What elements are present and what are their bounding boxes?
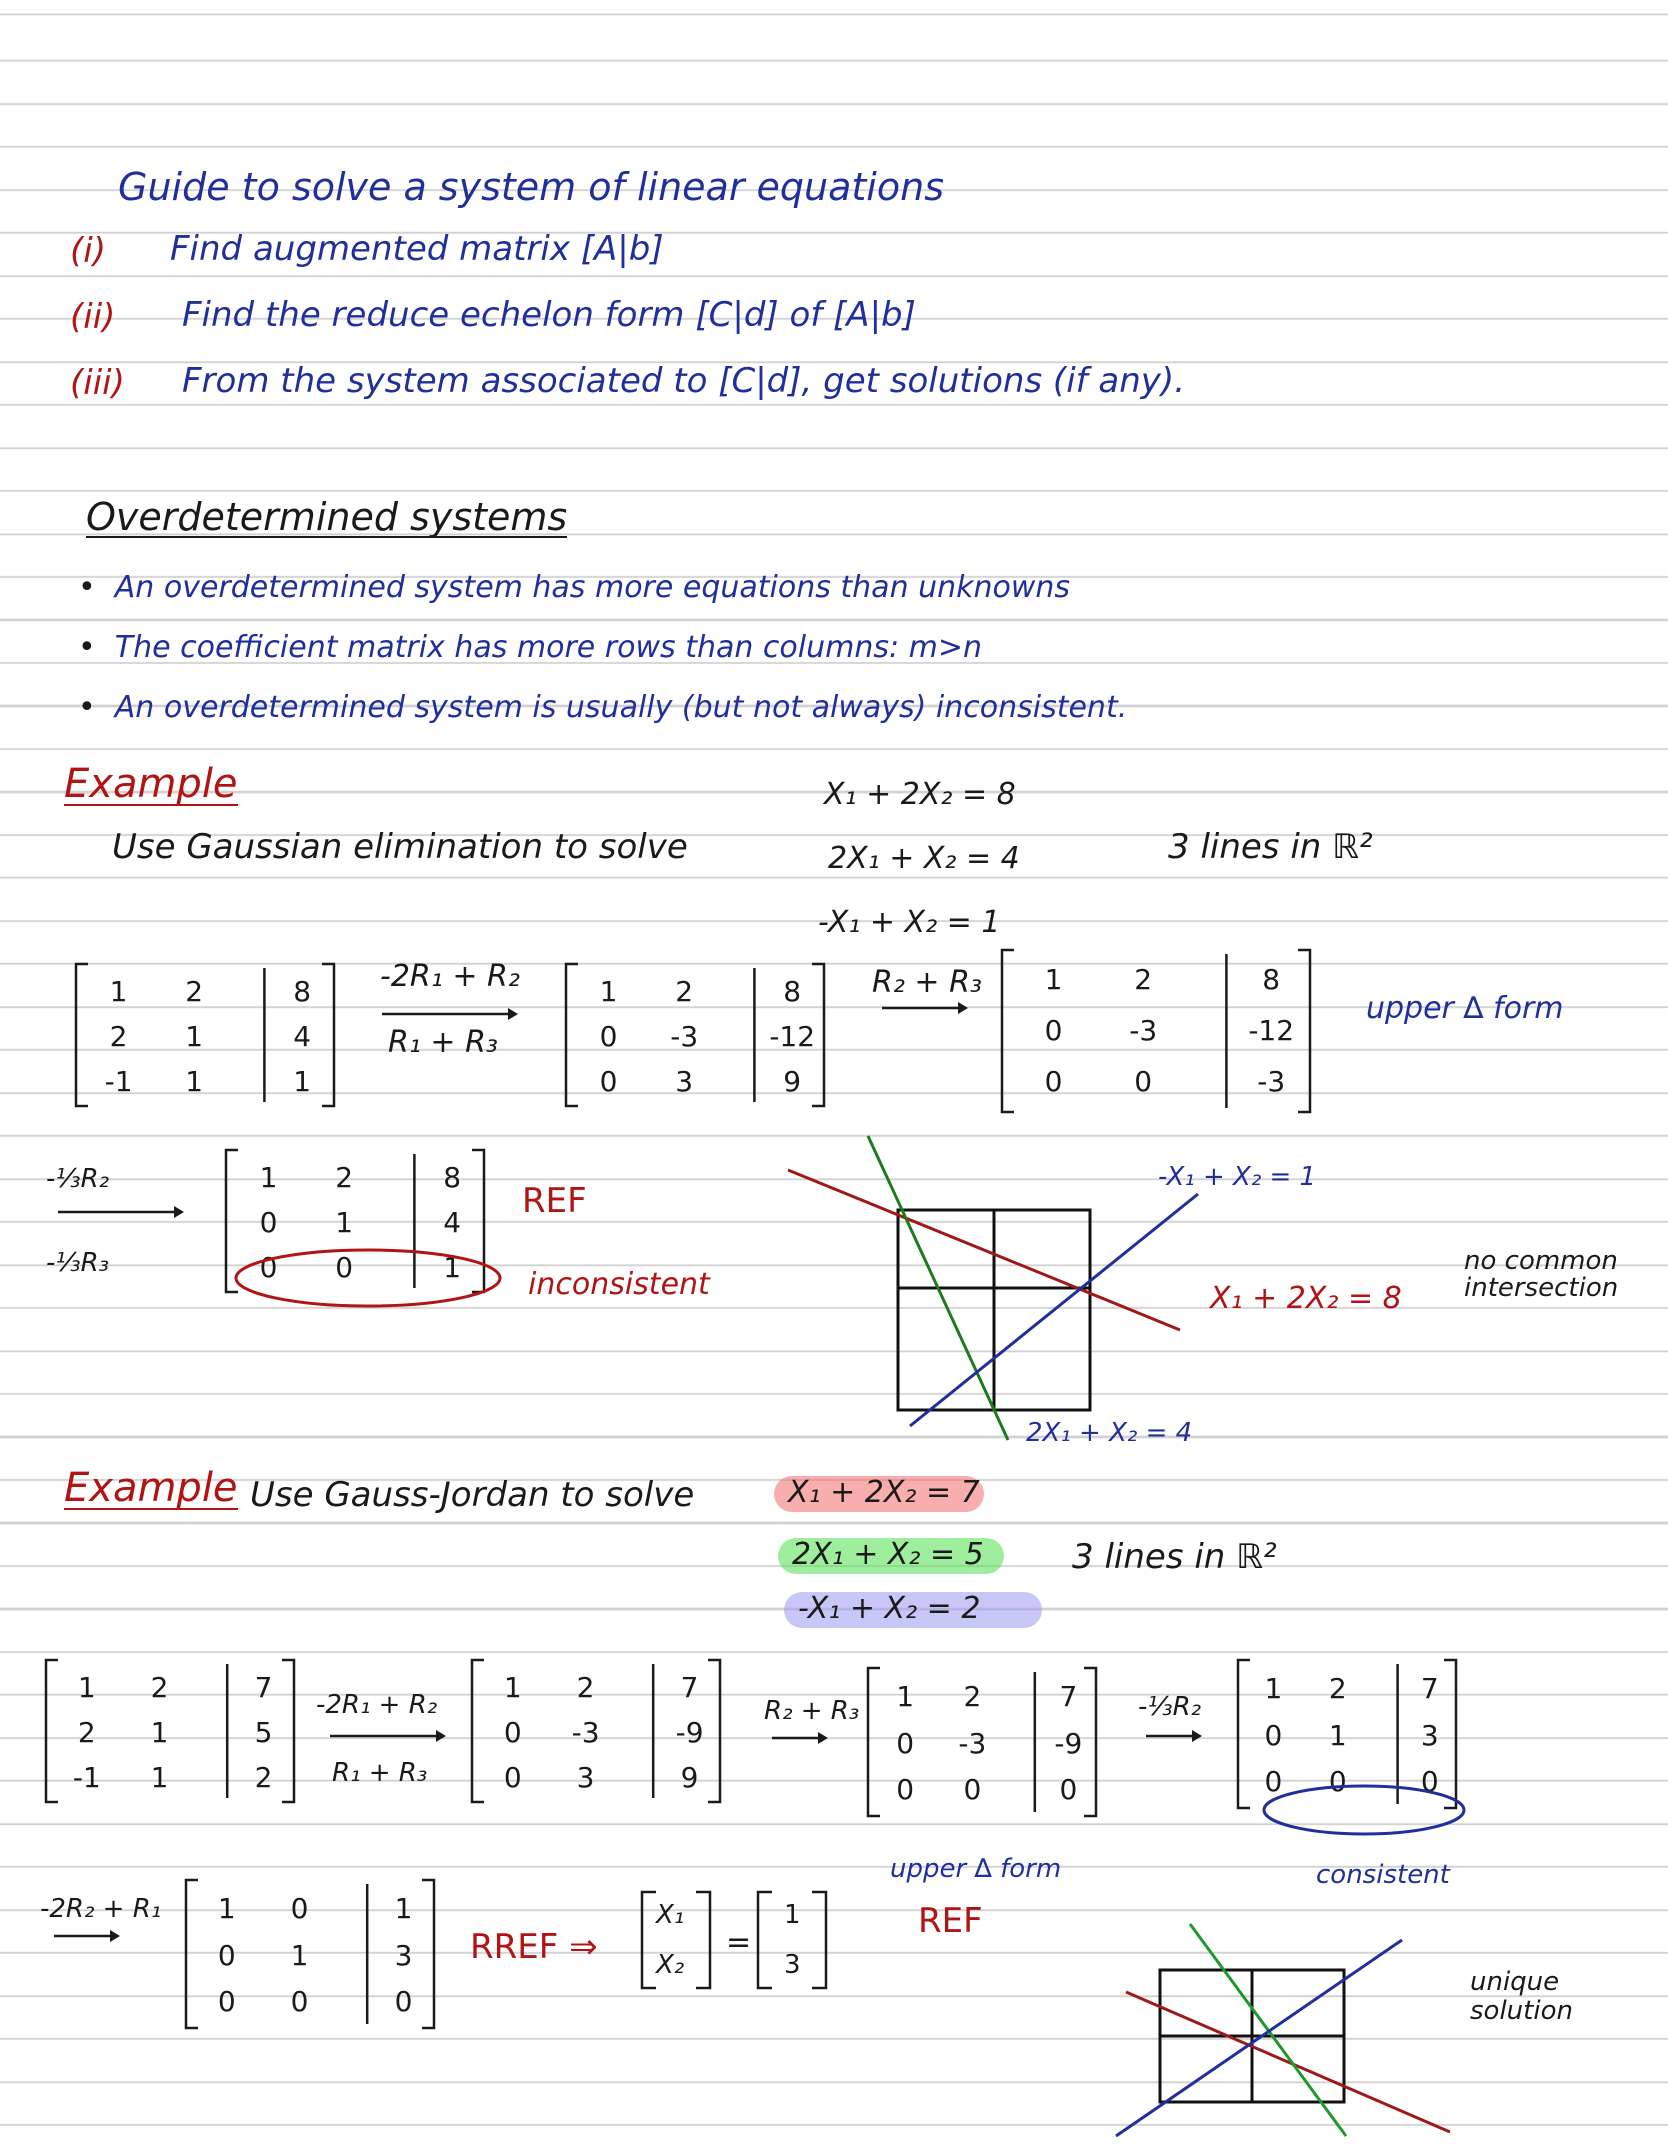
matrix-cell: 0 (1420, 1765, 1439, 1799)
matrix-cell: -12 (769, 1020, 816, 1053)
matrix-cell: 9 (680, 1761, 699, 1794)
example-2-matrix-rref (180, 1876, 440, 2032)
example-1-upper-form: upper ∆ form (1366, 991, 1564, 1026)
example-2-lines-note: 3 lines in ℝ² (1072, 1537, 1277, 1577)
matrix-cell: 7 (1059, 1679, 1078, 1713)
example-1-label: Example (64, 761, 238, 807)
bullet-1: • An overdetermined system has more equations than unknowns (78, 570, 1071, 605)
matrix-cell: 0 (394, 1985, 413, 2019)
matrix-cell: 0 (217, 1938, 236, 1972)
example-2-matrix-step-2 (466, 1656, 726, 1806)
matrix-cell: 0 (1059, 1773, 1078, 1807)
bullet-2-text: The coefficient matrix has more rows than columns: m>n (114, 630, 982, 665)
matrix-cell: 1 (443, 1251, 462, 1284)
step-2-text: Find the reduce echelon form [C|d] of [A|b] (182, 295, 916, 335)
matrix-cell: 0 (503, 1761, 522, 1794)
matrix-cell: 1 (150, 1761, 169, 1794)
step-1-number: (i) (70, 231, 106, 271)
example-2-consistent: consistent (1316, 1860, 1450, 1890)
matrix-cell: -9 (675, 1716, 704, 1749)
right-arrow-icon (56, 1202, 186, 1222)
matrix-cell: 0 (335, 1251, 354, 1284)
bullet-3-text: An overdetermined system is usually (but not always) inconsistent. (114, 690, 1128, 725)
matrix-cell: 0 (896, 1726, 915, 1760)
matrix-cell: 0 (290, 1985, 309, 2019)
unique-solution-note: unique solution (1470, 1967, 1573, 2026)
solution-value-2: 3 (784, 1950, 801, 1980)
matrix-cell: 2 (109, 1020, 128, 1053)
example-1-op-3a: -⅓R₂ (46, 1164, 110, 1194)
matrix-cell: -3 (1129, 1014, 1158, 1048)
solution-value-1: 1 (784, 1900, 801, 1930)
matrix-cell: -1 (72, 1761, 101, 1794)
matrix-cell: 7 (1420, 1671, 1439, 1705)
matrix-cell: 1 (217, 1891, 236, 1925)
no-common-intersection-note: no common intersection (1464, 1246, 1619, 1304)
example-1-graph (780, 1130, 1200, 1450)
step-3-text: From the system associated to [C|d], get solutions (if any). (182, 361, 1185, 401)
matrix-cell: 2 (675, 975, 694, 1008)
example-1-instruction: Use Gaussian elimination to solve (112, 827, 688, 867)
matrix-cell: -9 (1054, 1726, 1083, 1760)
matrix-cell: -3 (571, 1716, 600, 1749)
example-1-op-1a: -2R₁ + R₂ (380, 959, 520, 994)
matrix-cell: 1 (1044, 963, 1063, 997)
example-2-ref-label: REF (918, 1901, 983, 1941)
matrix-cell: 1 (290, 1938, 309, 1972)
example-1-matrix-step-3 (996, 946, 1316, 1116)
step-2-number: (ii) (70, 297, 116, 337)
matrix-cell: 0 (896, 1773, 915, 1807)
matrix-cell: 8 (443, 1161, 462, 1194)
graph-1-label-line-2: X₁ + 2X₂ = 8 (1210, 1281, 1402, 1316)
matrix-cell: 0 (1044, 1065, 1063, 1099)
example-1-op-3b: -⅓R₃ (46, 1248, 110, 1278)
matrix-cell: -3 (958, 1726, 987, 1760)
example-1-matrix-augmented (70, 960, 340, 1110)
example-2-op-2: R₂ + R₃ (764, 1696, 860, 1726)
example-1-ref-label: REF (522, 1181, 587, 1221)
solution-x1: X₁ (656, 1900, 685, 1930)
example-2-eq-3: -X₁ + X₂ = 2 (798, 1591, 981, 1626)
bullet-2: • The coefficient matrix has more rows than columns: m>n (78, 630, 982, 665)
right-arrow-icon (770, 1728, 830, 1748)
matrix-cell: 0 (599, 1065, 618, 1098)
matrix-cell: 2 (576, 1671, 595, 1704)
right-arrow-icon (380, 1004, 520, 1024)
matrix-cell: 0 (963, 1773, 982, 1807)
solution-equals: = (726, 1925, 752, 1960)
guide-title: Guide to solve a system of linear equations (118, 165, 944, 209)
example-2-matrix-augmented (40, 1656, 300, 1806)
matrix-cell: 5 (254, 1716, 273, 1749)
matrix-cell: 7 (254, 1671, 273, 1704)
section-heading: Overdetermined systems (86, 495, 568, 539)
step-3-number: (iii) (70, 363, 125, 403)
matrix-cell: 0 (1264, 1718, 1283, 1752)
matrix-cell: 2 (77, 1716, 96, 1749)
matrix-cell: 2 (185, 975, 204, 1008)
matrix-cell: 1 (293, 1065, 312, 1098)
matrix-cell: 2 (150, 1671, 169, 1704)
matrix-cell: 1 (77, 1671, 96, 1704)
matrix-cell: 0 (1044, 1014, 1063, 1048)
matrix-cell: 1 (599, 975, 618, 1008)
example-2-matrix-step-3 (862, 1664, 1102, 1820)
example-2-label: Example (64, 1465, 238, 1511)
example-1-lines-note: 3 lines in ℝ² (1168, 827, 1373, 867)
inconsistent-row-circle (228, 1240, 518, 1320)
matrix-cell: -1 (104, 1065, 133, 1098)
matrix-cell: 1 (394, 1891, 413, 1925)
matrix-cell: 1 (185, 1065, 204, 1098)
matrix-cell: 0 (599, 1020, 618, 1053)
matrix-cell: 1 (1264, 1671, 1283, 1705)
solution-x2: X₂ (656, 1950, 685, 1980)
matrix-cell: 1 (150, 1716, 169, 1749)
matrix-cell: 1 (185, 1020, 204, 1053)
right-arrow-icon (52, 1926, 122, 1946)
example-1-eq-1: X₁ + 2X₂ = 8 (824, 777, 1016, 812)
matrix-cell: 4 (293, 1020, 312, 1053)
matrix-cell: 0 (290, 1891, 309, 1925)
matrix-cell: 1 (896, 1679, 915, 1713)
matrix-cell: 2 (963, 1679, 982, 1713)
matrix-cell: 0 (1328, 1765, 1347, 1799)
example-1-op-1b: R₁ + R₃ (388, 1025, 498, 1060)
matrix-cell: 0 (217, 1985, 236, 2019)
example-2-op-3: -⅓R₂ (1138, 1692, 1202, 1722)
matrix-cell: 1 (335, 1206, 354, 1239)
bullet-1-text: An overdetermined system has more equations than unknowns (114, 570, 1071, 605)
example-2-upper-form: upper ∆ form (890, 1854, 1062, 1884)
matrix-cell: 0 (1134, 1065, 1153, 1099)
graph-1-label-line-1: -X₁ + X₂ = 1 (1158, 1162, 1317, 1192)
example-1-eq-3: -X₁ + X₂ = 1 (818, 905, 1001, 940)
step-1-text: Find augmented matrix [A|b] (170, 229, 664, 269)
matrix-cell: 1 (503, 1671, 522, 1704)
bullet-3: • An overdetermined system is usually (but not always) inconsistent. (78, 690, 1128, 725)
matrix-cell: 8 (1262, 963, 1281, 997)
matrix-cell: 8 (783, 975, 802, 1008)
matrix-cell: 1 (109, 975, 128, 1008)
matrix-cell: 4 (443, 1206, 462, 1239)
matrix-cell: -3 (670, 1020, 699, 1053)
example-1-eq-2: 2X₁ + X₂ = 4 (828, 841, 1020, 876)
example-2-rref-label: RREF ⇒ (470, 1927, 598, 1967)
right-arrow-icon (328, 1726, 448, 1746)
example-2-eq-1: X₁ + 2X₂ = 7 (788, 1475, 980, 1510)
right-arrow-icon (1144, 1726, 1204, 1746)
matrix-cell: 3 (576, 1761, 595, 1794)
matrix-cell: 7 (680, 1671, 699, 1704)
matrix-cell: 0 (1264, 1765, 1283, 1799)
example-1-matrix-step-2 (560, 960, 830, 1110)
matrix-cell: 0 (259, 1206, 278, 1239)
matrix-cell: 3 (394, 1938, 413, 1972)
matrix-cell: 3 (675, 1065, 694, 1098)
matrix-cell: 0 (259, 1251, 278, 1284)
example-2-op-4: -2R₂ + R₁ (40, 1894, 162, 1924)
matrix-cell: 2 (254, 1761, 273, 1794)
matrix-cell: 9 (783, 1065, 802, 1098)
matrix-cell: 1 (1328, 1718, 1347, 1752)
example-2-op-1a: -2R₁ + R₂ (316, 1690, 438, 1720)
matrix-cell: 1 (259, 1161, 278, 1194)
matrix-cell: 2 (335, 1161, 354, 1194)
example-2-graph (1110, 1900, 1470, 2140)
matrix-cell: 0 (503, 1716, 522, 1749)
matrix-cell: -3 (1257, 1065, 1286, 1099)
example-1-op-2: R₂ + R₃ (872, 965, 982, 1000)
example-1-inconsistent: inconsistent (528, 1267, 710, 1302)
matrix-cell: 3 (1420, 1718, 1439, 1752)
matrix-cell: 2 (1134, 963, 1153, 997)
right-arrow-icon (880, 998, 970, 1018)
matrix-cell: -12 (1248, 1014, 1295, 1048)
graph-1-label-line-3: 2X₁ + X₂ = 4 (1026, 1418, 1193, 1448)
example-2-eq-2: 2X₁ + X₂ = 5 (792, 1537, 984, 1572)
consistent-row-circle (1256, 1782, 1490, 1842)
example-2-op-1b: R₁ + R₃ (332, 1758, 428, 1788)
matrix-cell: 8 (293, 975, 312, 1008)
matrix-cell: 2 (1328, 1671, 1347, 1705)
example-2-instruction: Use Gauss-Jordan to solve (250, 1475, 695, 1515)
